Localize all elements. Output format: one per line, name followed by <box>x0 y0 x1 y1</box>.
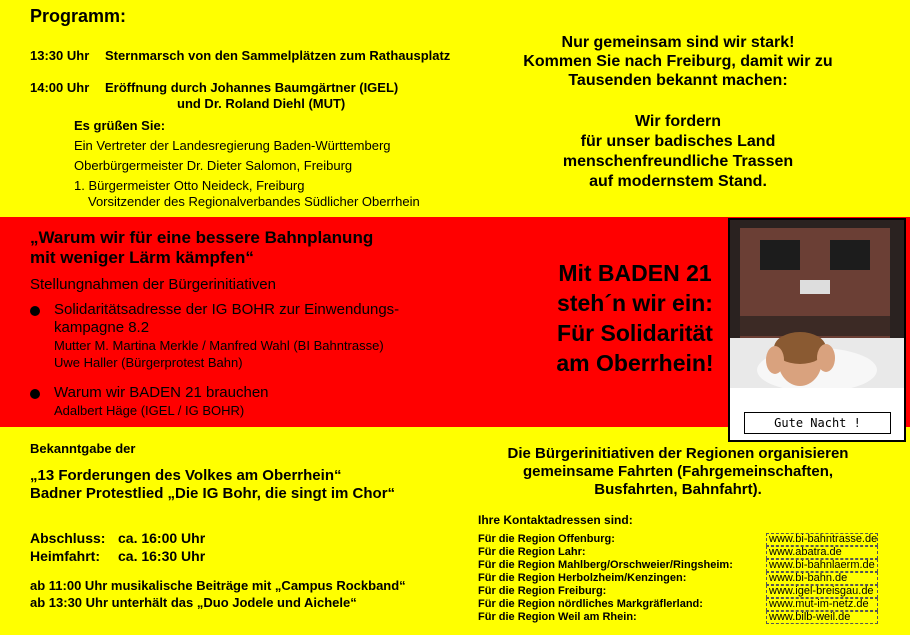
demands-line: Badner Protestlied „Die IG Bohr, die singt im Chor“ <box>30 485 396 502</box>
organize-line: Die Bürgerinitiativen der Regionen organisieren <box>507 445 849 462</box>
schedule-time: 14:00 Uhr <box>30 80 90 95</box>
contact-region: Für die Region Weil am Rhein: <box>478 611 637 623</box>
schedule-text: Eröffnung durch Johannes Baumgärtner (IGEL) <box>105 80 399 95</box>
contact-region: Für die Region Mahlberg/Orschweier/Ringsheim: <box>478 559 733 571</box>
contact-link[interactable]: www.bi-bahntrasse.de <box>766 533 878 546</box>
statement-title: kampagne 8.2 <box>54 319 150 336</box>
organize-block <box>478 445 878 499</box>
contact-region: Für die Region nördliches Markgräflerland: <box>478 598 703 610</box>
end-label: Heimfahrt: <box>30 548 101 564</box>
bullet-icon <box>30 389 40 399</box>
middle-title-line: mit weniger Lärm kämpfen“ <box>30 248 254 267</box>
greeting-line: Oberbürgermeister Dr. Dieter Salomon, Freiburg <box>74 158 353 173</box>
middle-title <box>30 228 450 268</box>
contact-region: Für die Region Herbolzheim/Kenzingen: <box>478 572 687 584</box>
demand-line: Wir fordern <box>634 113 722 130</box>
contact-link[interactable]: www.bi-bahn.de <box>766 572 878 585</box>
statement-speaker: Mutter M. Martina Merkle / Manfred Wahl (BI Bahntrasse) <box>54 338 384 353</box>
solidarity-line: Für Solidarität <box>557 320 713 346</box>
slogan-line: Tausenden bekannt machen: <box>568 72 788 89</box>
music-block <box>30 577 480 611</box>
middle-title-line: „Warum wir für eine bessere Bahnplanung <box>30 228 374 247</box>
contact-region: Für die Region Freiburg: <box>478 585 607 597</box>
statement-speaker: Uwe Haller (Bürgerprotest Bahn) <box>54 355 243 370</box>
music-line: ab 13:30 Uhr unterhält das „Duo Jodele und Aichele“ <box>30 595 357 610</box>
slogan-line: Nur gemeinsam sind wir stark! <box>561 34 795 51</box>
slogan-line: Kommen Sie nach Freiburg, damit wir zu <box>523 53 833 70</box>
solidarity-slogan <box>505 258 765 378</box>
greetings-heading: Es grüßen Sie: <box>74 118 166 133</box>
greeting-line: Vorsitzender des Regionalverbandes Südlicher Oberrhein <box>88 194 420 209</box>
bullet-icon <box>30 306 40 316</box>
demands-line: „13 Forderungen des Volkes am Oberrhein“ <box>30 467 342 484</box>
contact-link[interactable]: www.bilb-weil.de <box>766 611 878 624</box>
greetings-block <box>74 116 474 212</box>
schedule-text-continued: und Dr. Roland Diehl (MUT) <box>177 96 346 111</box>
program-title: Programm: <box>30 6 127 26</box>
demands-block <box>30 467 480 503</box>
organize-line: Busfahrten, Bahnfahrt). <box>594 481 762 498</box>
contact-region: Für die Region Lahr: <box>478 546 586 558</box>
schedule-time: 13:30 Uhr <box>30 48 90 63</box>
solidarity-line: steh´n wir ein: <box>557 290 713 316</box>
statement-title: Solidaritätsadresse der IG BOHR zur Einwendungs- <box>54 301 400 318</box>
demand-block <box>478 112 878 192</box>
greeting-line: Ein Vertreter der Landesregierung Baden-Württemberg <box>74 138 391 153</box>
solidarity-line: am Oberrhein! <box>556 350 714 376</box>
announce-label: Bekanntgabe der <box>30 441 136 456</box>
end-value: ca. 16:30 Uhr <box>118 548 206 564</box>
organize-line: gemeinsame Fahrten (Fahrgemeinschaften, <box>522 463 834 480</box>
demand-line: menschenfreundliche Trassen <box>562 153 794 170</box>
solidarity-line: Mit BADEN 21 <box>558 260 712 286</box>
demand-line: für unser badisches Land <box>580 133 776 150</box>
greeting-line: 1. Bürgermeister Otto Neideck, Freiburg <box>74 178 305 193</box>
contact-link[interactable]: www.igel-breisgau.de <box>766 585 878 598</box>
statement-speaker: Adalbert Häge (IGEL / IG BOHR) <box>54 403 245 418</box>
contact-link[interactable]: www.mut-im-netz.de <box>766 598 878 611</box>
music-line: ab 11:00 Uhr musikalische Beiträge mit „Campus Rockband“ <box>30 578 406 593</box>
sleepless-photo <box>728 218 906 442</box>
contact-region: Für die Region Offenburg: <box>478 533 615 545</box>
contact-link[interactable]: www.bi-bahnlaerm.de <box>766 559 878 572</box>
end-label: Abschluss: <box>30 530 106 546</box>
statement-item <box>30 384 470 419</box>
end-value: ca. 16:00 Uhr <box>118 530 206 546</box>
statement-item <box>30 301 470 371</box>
schedule-text: Sternmarsch von den Sammelplätzen zum Rathausplatz <box>105 48 451 63</box>
end-row <box>30 548 205 564</box>
end-row <box>30 530 205 546</box>
photo-caption: Gute Nacht ! <box>744 412 891 434</box>
statement-title: Warum wir BADEN 21 brauchen <box>54 384 269 401</box>
contacts-heading: Ihre Kontaktadressen sind: <box>478 513 633 527</box>
train-bed-illustration <box>730 220 904 440</box>
slogan-block <box>478 33 878 90</box>
contact-link[interactable]: www.abatra.de <box>766 546 878 559</box>
middle-subtitle: Stellungnahmen der Bürgerinitiativen <box>30 276 276 293</box>
demand-line: auf modernstem Stand. <box>589 173 767 190</box>
